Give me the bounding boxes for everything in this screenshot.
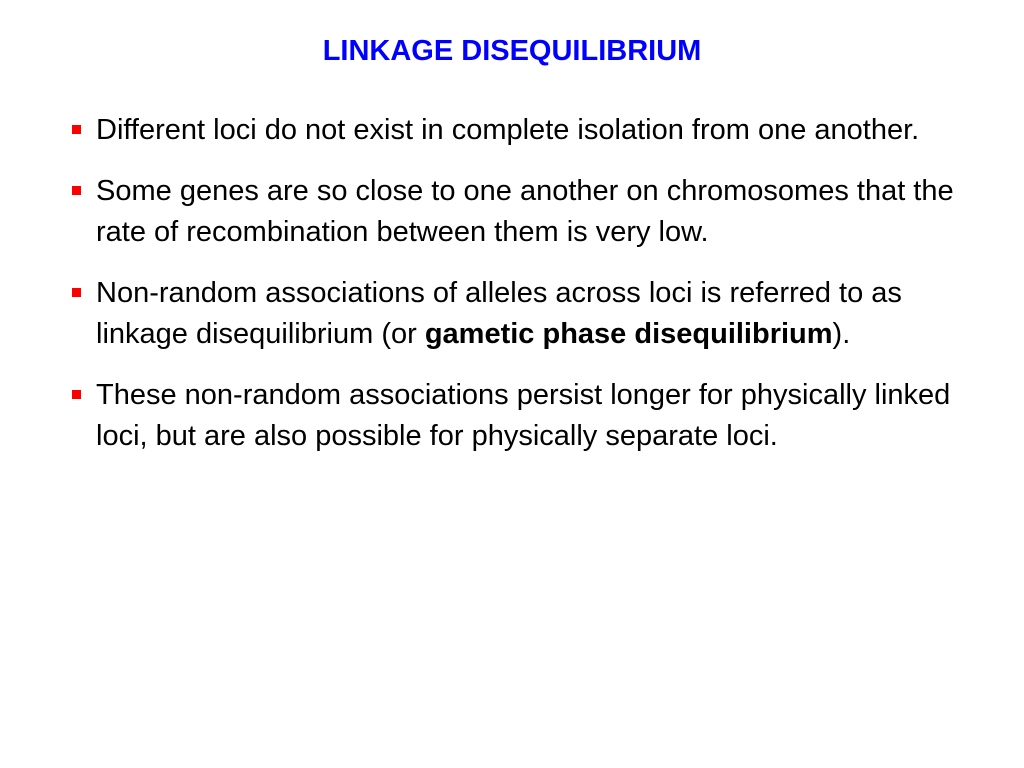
bullet-item: [71, 273, 971, 355]
bullet-text: Different loci do not exist in complete isolation from one another.: [96, 114, 920, 146]
bullet-text: [96, 277, 902, 350]
red-square-bullet-icon: [72, 125, 81, 134]
red-square-bullet-icon: [72, 390, 81, 399]
bullet-item: [71, 375, 971, 457]
bullet-text-before: Non-random associations of alleles across loci is referred to as linkage disequilibrium (or: [96, 277, 902, 350]
slide-title: LINKAGE DISEQUILIBRIUM: [322, 35, 702, 67]
bullet-text: Some genes are so close to one another on chromosomes that the rate of recombination between them is very low.: [96, 175, 954, 248]
red-square-bullet-icon: [72, 288, 81, 297]
bullet-list: [71, 110, 971, 477]
bullet-item: [71, 171, 971, 253]
bullet-text: These non-random associations persist longer for physically linked loci, but are also possible for physically separate loci.: [96, 379, 951, 452]
bullet-text-after: ).: [832, 318, 851, 350]
red-square-bullet-icon: [72, 186, 81, 195]
bullet-item: [71, 110, 971, 151]
bold-term: gametic phase disequilibrium: [424, 318, 833, 350]
